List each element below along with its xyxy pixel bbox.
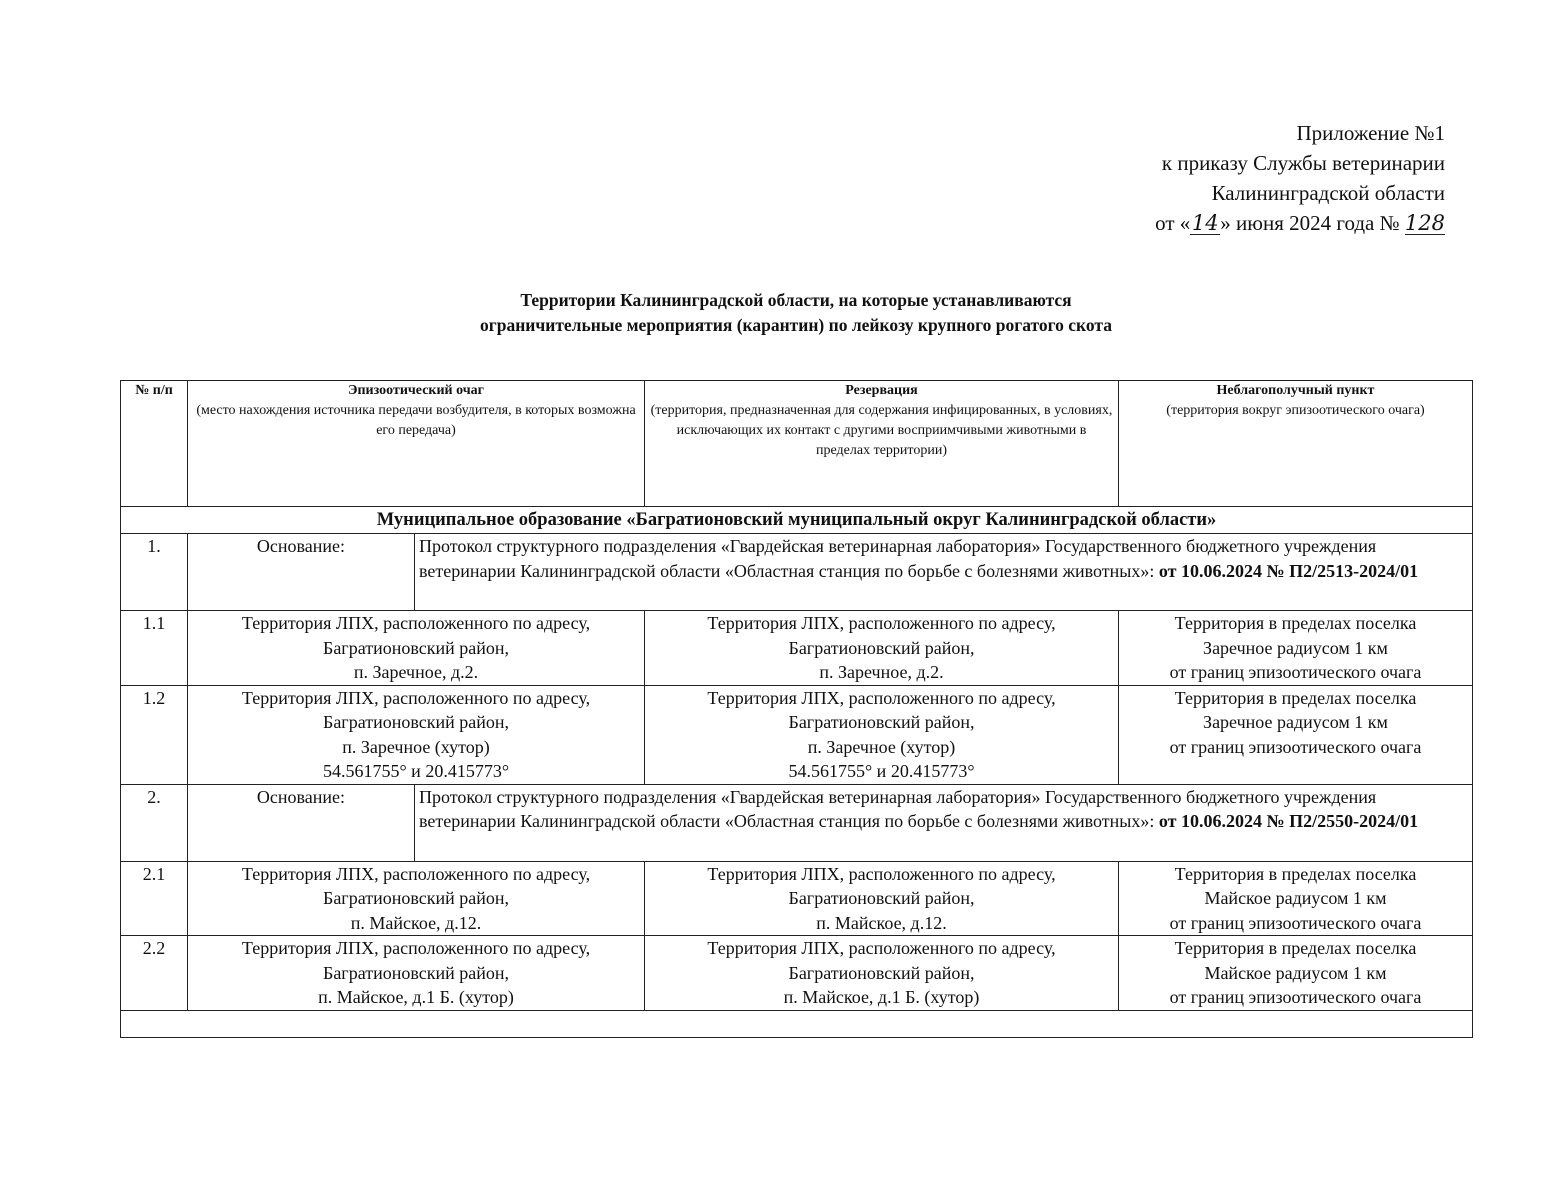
appendix-title: Приложение №1 bbox=[1296, 121, 1445, 145]
document-title bbox=[120, 288, 1472, 338]
group-number: 1. bbox=[121, 534, 188, 611]
header-num: № п/п bbox=[121, 381, 188, 507]
focus-cell: Территория ЛПХ, расположенного по адресу, Багратионовский район, п. Заречное (хутор) 54.561755° и 20.415773° bbox=[188, 685, 645, 784]
table-row bbox=[121, 685, 1473, 784]
header-focus-title: Эпизоотический очаг bbox=[347, 383, 484, 398]
appendix-order-number: 128 bbox=[1404, 211, 1445, 235]
header-unsafe-note: (территория вокруг эпизоотического очага) bbox=[1166, 403, 1425, 418]
header-reservation bbox=[645, 381, 1119, 507]
header-reservation-note: (территория, предназначенная для содержания инфицированных, в условиях, исключающих их контакт с другими восприимчивыми животными в пределах территории) bbox=[650, 403, 1113, 458]
appendix-date-line bbox=[1155, 208, 1445, 238]
appendix-date-prefix: от « bbox=[1155, 211, 1191, 235]
table-row bbox=[121, 784, 1473, 861]
table-row bbox=[121, 611, 1473, 686]
empty-cell bbox=[121, 1010, 1473, 1037]
reservation-cell: Территория ЛПХ, расположенного по адресу, Багратионовский район, п. Заречное (хутор) 54.561755° и 20.415773° bbox=[645, 685, 1119, 784]
focus-cell: Территория ЛПХ, расположенного по адресу, Багратионовский район, п. Майское, д.12. bbox=[188, 861, 645, 936]
table-row bbox=[121, 936, 1473, 1011]
protocol-number: от 10.06.2024 № П2/2513-2024/01 bbox=[1158, 560, 1419, 581]
focus-cell: Территория ЛПХ, расположенного по адресу, Багратионовский район, п. Заречное, д.2. bbox=[188, 611, 645, 686]
unsafe-cell: Территория в пределах поселка Майское радиусом 1 км от границ эпизоотического очага bbox=[1119, 936, 1473, 1011]
basis-label: Основание: bbox=[188, 784, 415, 861]
focus-cell: Территория ЛПХ, расположенного по адресу, Багратионовский район, п. Майское, д.1 Б. (хутор) bbox=[188, 936, 645, 1011]
row-number: 1.2 bbox=[121, 685, 188, 784]
appendix-header bbox=[1155, 118, 1445, 238]
header-focus-note: (место нахождения источника передачи возбудителя, в которых возможна его передача) bbox=[196, 403, 636, 438]
row-number: 2.1 bbox=[121, 861, 188, 936]
appendix-date-day: 14 bbox=[1191, 211, 1219, 235]
group-number: 2. bbox=[121, 784, 188, 861]
reservation-cell: Территория ЛПХ, расположенного по адресу, Багратионовский район, п. Майское, д.12. bbox=[645, 861, 1119, 936]
row-number: 1.1 bbox=[121, 611, 188, 686]
unsafe-cell: Территория в пределах поселка Заречное радиусом 1 км от границ эпизоотического очага bbox=[1119, 611, 1473, 686]
protocol-reference: Протокол структурного подразделения «Гвардейская ветеринарная лаборатория» Государственного бюджетного учреждения ветеринарии Калининградской области «Областная станция по борьбе с болезнями животных»: от 10.06.2024 № П2/2513-2024/01 bbox=[415, 534, 1473, 611]
row-number: 2.2 bbox=[121, 936, 188, 1011]
protocol-number: от 10.06.2024 № П2/2550-2024/01 bbox=[1158, 811, 1419, 831]
reservation-cell: Территория ЛПХ, расположенного по адресу, Багратионовский район, п. Майское, д.1 Б. (хутор) bbox=[645, 936, 1119, 1011]
header-focus bbox=[188, 381, 645, 507]
table-header-row bbox=[121, 381, 1473, 507]
header-unsafe bbox=[1119, 381, 1473, 507]
basis-label: Основание: bbox=[188, 534, 415, 611]
appendix-region: Калининградской области bbox=[1211, 181, 1445, 205]
unsafe-cell: Территория в пределах поселка Заречное радиусом 1 км от границ эпизоотического очага bbox=[1119, 685, 1473, 784]
table-empty-row bbox=[121, 1010, 1473, 1037]
reservation-cell: Территория ЛПХ, расположенного по адресу, Багратионовский район, п. Заречное, д.2. bbox=[645, 611, 1119, 686]
header-unsafe-title: Неблагополучный пункт bbox=[1216, 383, 1375, 398]
table-row bbox=[121, 861, 1473, 936]
quarantine-table bbox=[120, 380, 1473, 1038]
header-reservation-title: Резервация bbox=[845, 383, 918, 398]
unsafe-cell: Территория в пределах поселка Майское радиусом 1 км от границ эпизоотического очага bbox=[1119, 861, 1473, 936]
appendix-date-middle: » июня 2024 года № bbox=[1220, 211, 1400, 235]
title-line-1: Территории Калининградской области, на которые устанавливаются bbox=[520, 290, 1072, 310]
municipality-name: Муниципальное образование «Багратионовский муниципальный округ Калининградской области» bbox=[121, 507, 1473, 534]
appendix-order-ref: к приказу Службы ветеринарии bbox=[1161, 151, 1445, 175]
municipality-row bbox=[121, 507, 1473, 534]
protocol-reference: Протокол структурного подразделения «Гвардейская ветеринарная лаборатория» Государственного бюджетного учреждения ветеринарии Калининградской области «Областная станция по борьбе с болезнями животных»: от 10.06.2024 № П2/2550-2024/01 bbox=[415, 784, 1473, 861]
table-row bbox=[121, 534, 1473, 611]
title-line-2: ограничительные мероприятия (карантин) по лейкозу крупного рогатого скота bbox=[480, 315, 1112, 335]
